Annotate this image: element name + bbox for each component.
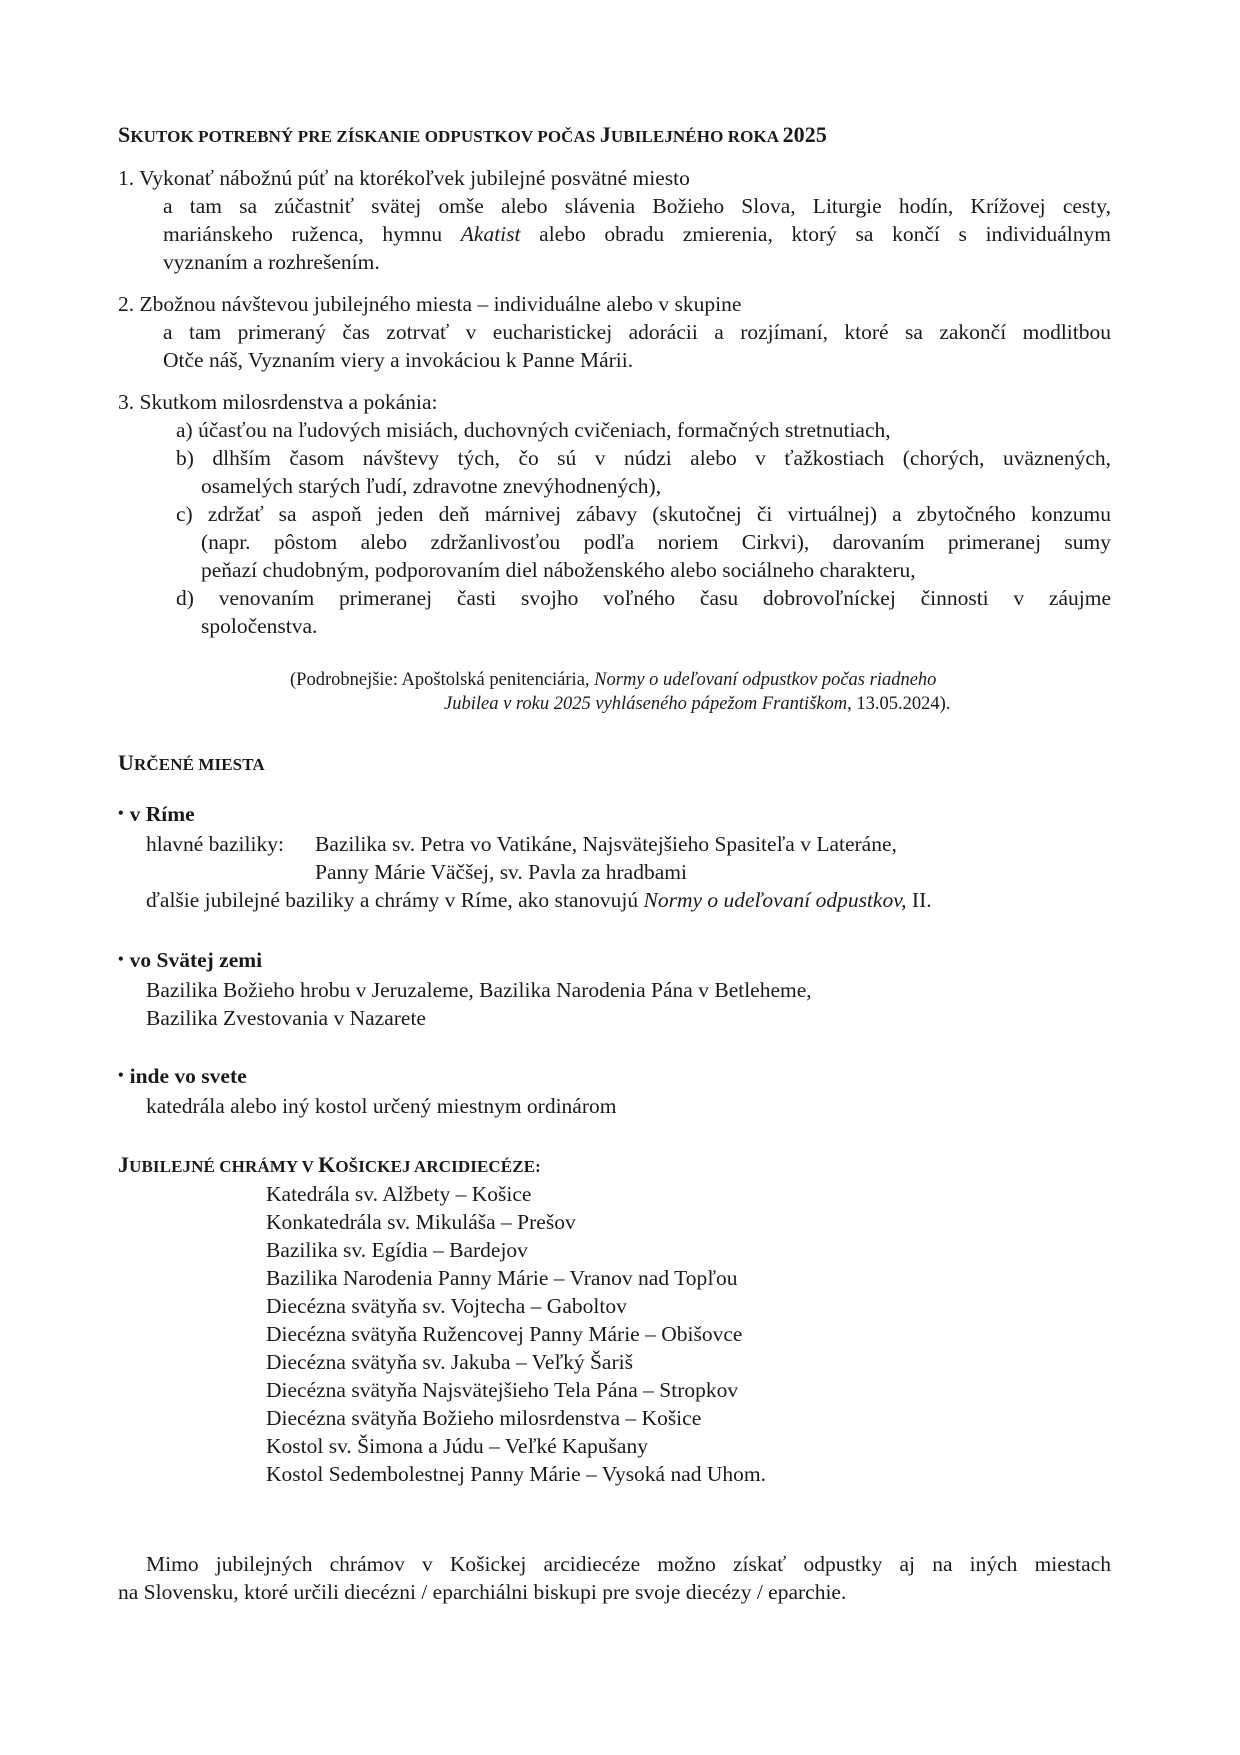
item-text: účasťou na ľudových misiách, duchovných cvičeniach, formačných stretnutiach, — [198, 418, 891, 442]
act-heading-text: Vykonať nábožnú púť na ktorékoľvek jubilejné posvätné miesto — [139, 166, 690, 190]
act-3-item-c-cont-2: peňazí chudobným, podporovaním diel náboženského alebo sociálneho charakteru, — [201, 558, 916, 582]
places-world-heading — [118, 1064, 247, 1089]
reference-line-2 — [444, 692, 950, 716]
act-3-item-c — [176, 500, 1111, 528]
bullet-icon: • — [118, 951, 124, 968]
world-line-1: katedrála alebo iný kostol určený miestnym ordinárom — [146, 1094, 617, 1118]
act-2-line-1: a tam primeraný čas zotrvať v eucharistickej adorácii a rozjímaní, ktoré sa zakončí modlitbou — [163, 320, 1111, 344]
group-heading: vo Svätej zemi — [129, 948, 263, 972]
item-text: zdržať sa aspoň jeden deň márnivej zábavy (skutočnej či virtuálnej) a zbytočného konzumu — [207, 502, 1111, 526]
italic-text: Normy o udeľovaní odpustkov počas riadneho — [594, 670, 937, 690]
text: II. — [906, 888, 932, 912]
text: mariánskeho ruženca, hymnu — [163, 222, 461, 246]
places-title — [118, 750, 265, 776]
kosice-title — [118, 1152, 541, 1178]
church-list-item: Diecézna svätyňa Ružencovej Panny Márie – Obišovce — [266, 1322, 743, 1346]
closing-line-2: na Slovensku, ktoré určili diecézni / eparchiálni biskupi pre svoje diecézy / eparchie. — [118, 1580, 847, 1604]
church-list-item: Diecézna svätyňa Najsvätejšieho Tela Pána – Stropkov — [266, 1378, 739, 1402]
church-list-item: Bazilika Narodenia Panny Márie – Vranov nad Topľou — [266, 1266, 738, 1290]
item-label: a) — [176, 418, 193, 442]
holy-land-line-2: Bazilika Zvestovania v Nazarete — [146, 1006, 426, 1030]
title-cap: J — [599, 122, 611, 147]
text: , 13.05.2024). — [847, 694, 951, 714]
church-list-item: Kostol sv. Šimona a Júdu – Veľké Kapušany — [266, 1434, 648, 1458]
act-3-item-b — [176, 444, 1111, 472]
act-3-item-a — [176, 416, 891, 444]
rome-line-2: Panny Márie Väčšej, sv. Pavla za hradbami — [315, 860, 687, 884]
act-2-line-2: Otče náš, Vyznaním viery a invokáciou k Panne Márii. — [163, 348, 634, 372]
places-holy-land-heading — [118, 948, 262, 973]
title-small: OŠICKEJ ARCIDIECÉZE: — [335, 1157, 541, 1176]
italic-text: Normy o udeľovaní odpustkov, — [643, 888, 907, 912]
reference-line-1 — [290, 668, 936, 692]
title-year: 2025 — [782, 122, 827, 147]
rome-extra — [146, 886, 932, 914]
act-1-line-1: a tam sa zúčastniť svätej omše alebo slávenia Božieho Slova, Liturgie hodín, Krížovej cesty, — [163, 194, 1111, 218]
act-number: 3. — [118, 390, 135, 414]
act-3-item-d — [176, 584, 1111, 612]
church-list-item: Kostol Sedembolestnej Panny Márie – Vysoká nad Uhom. — [266, 1462, 767, 1486]
text: (Podrobnejšie: Apoštolská penitenciária, — [290, 670, 595, 690]
places-rome-heading — [118, 802, 195, 827]
bullet-icon: • — [118, 805, 124, 822]
italic-text: Akatist — [460, 222, 521, 246]
church-list-item: Diecézna svätyňa Božieho milosrdenstva – Košice — [266, 1406, 702, 1430]
act-heading-text: Skutkom milosrdenstva a pokánia: — [139, 390, 438, 414]
item-label: b) — [176, 446, 194, 470]
act-1-line-2 — [163, 220, 1111, 248]
title-cap: K — [318, 1152, 336, 1177]
group-heading: inde vo svete — [129, 1064, 247, 1088]
title-small: UBILEJNÉ CHRÁMY V — [129, 1157, 319, 1176]
group-heading: v Ríme — [129, 802, 195, 826]
act-1-line-3: vyznaním a rozhrešením. — [163, 250, 380, 274]
church-list-item: Konkatedrála sv. Mikuláša – Prešov — [266, 1210, 576, 1234]
act-1-heading — [118, 164, 690, 192]
title-cap: S — [118, 122, 131, 147]
text: ďalšie jubilejné baziliky a chrámy v Ríme, ako stanovujú — [146, 888, 644, 912]
item-text: venovaním primeranej časti svojho voľného času dobrovoľníckej činnosti v záujme — [218, 586, 1111, 610]
document-title — [118, 122, 827, 148]
item-label: c) — [176, 502, 193, 526]
title-small: UBILEJNÉHO ROKA — [610, 127, 783, 146]
act-3-item-d-cont: spoločenstva. — [201, 614, 318, 638]
act-3-item-b-cont: osamelých starých ľudí, zdravotne znevýhodnených), — [201, 474, 662, 498]
closing-line-1: Mimo jubilejných chrámov v Košickej arcidiecéze možno získať odpustky aj na iných miestach — [146, 1552, 1111, 1576]
title-cap: J — [118, 1152, 130, 1177]
italic-text: Jubilea v roku 2025 vyhláseného pápežom Františkom — [444, 694, 848, 714]
rome-major-label: hlavné baziliky: — [146, 832, 284, 856]
act-heading-text: Zbožnou návštevou jubilejného miesta – individuálne alebo v skupine — [139, 292, 742, 316]
church-list-item: Katedrála sv. Alžbety – Košice — [266, 1182, 532, 1206]
rome-line-1: Bazilika sv. Petra vo Vatikáne, Najsvätejšieho Spasiteľa v Lateráne, — [315, 832, 897, 856]
act-3-heading — [118, 388, 437, 416]
act-number: 1. — [118, 166, 135, 190]
title-small: RČENÉ MIESTA — [134, 755, 265, 774]
item-text: dlhším časom návštevy tých, čo sú v núdzi alebo v ťažkostiach (chorých, uväznených, — [212, 446, 1112, 470]
bullet-icon: • — [118, 1067, 124, 1084]
act-3-item-c-cont-1: (napr. pôstom alebo zdržanlivosťou podľa noriem Cirkvi), darovaním primeranej sumy — [201, 530, 1111, 554]
item-label: d) — [176, 586, 194, 610]
church-list-item: Diecézna svätyňa sv. Vojtecha – Gaboltov — [266, 1294, 627, 1318]
church-list-item: Diecézna svätyňa sv. Jakuba – Veľký Šariš — [266, 1350, 633, 1374]
text: alebo obradu zmierenia, ktorý sa končí s individuálnym — [520, 222, 1111, 246]
title-small: KUTOK POTREBNÝ PRE ZÍSKANIE ODPUSTKOV POČAS — [130, 127, 600, 146]
title-cap: U — [118, 750, 134, 775]
church-list-item: Bazilika sv. Egídia – Bardejov — [266, 1238, 528, 1262]
act-2-heading — [118, 290, 741, 318]
holy-land-line-1: Bazilika Božieho hrobu v Jeruzaleme, Bazilika Narodenia Pána v Betleheme, — [146, 978, 812, 1002]
act-number: 2. — [118, 292, 135, 316]
